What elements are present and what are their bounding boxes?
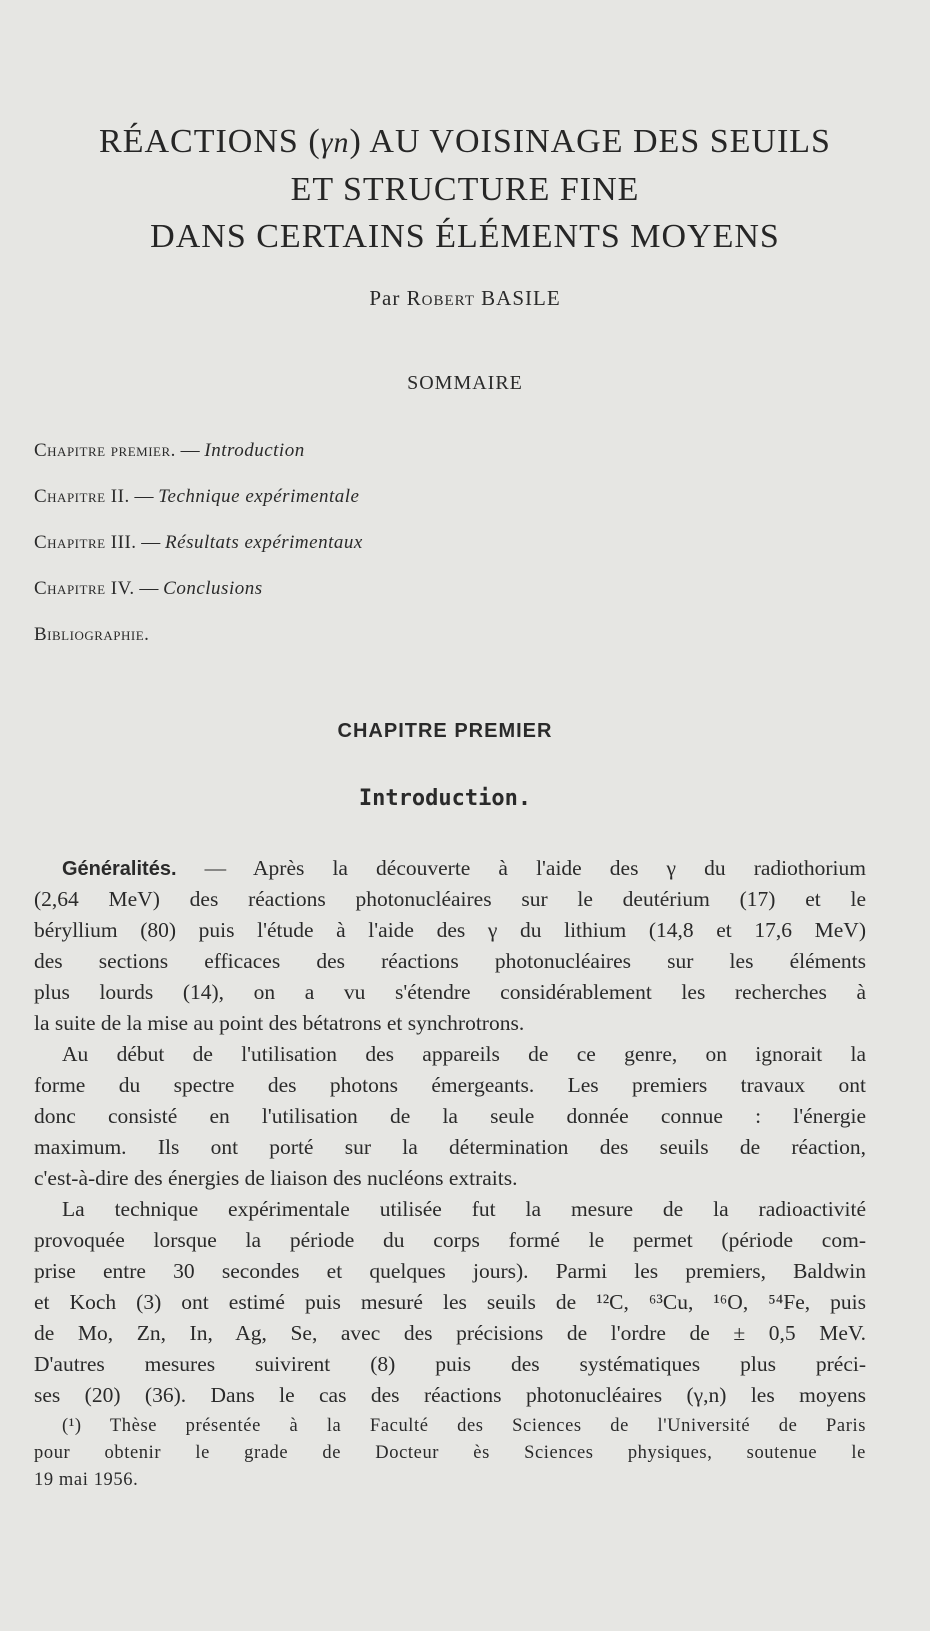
- footnote: [34, 1413, 866, 1494]
- body-line: prise entre 30 secondes et quelques jours). Parmi les premiers, Baldwin: [34, 1259, 866, 1283]
- body-line: ses (20) (36). Dans le cas des réactions photonucléaires (γ,n) les moyens: [34, 1383, 866, 1407]
- body-line: des sections efficaces des réactions photonucléaires sur les éléments: [34, 949, 866, 973]
- toc-item-chapitre-2: Chapitre II. — Technique expérimentale: [34, 486, 360, 507]
- body-line: béryllium (80) puis l'étude à l'aide des γ du lithium (14,8 et 17,6 MeV): [34, 918, 866, 942]
- body-line: plus lourds (14), on a vu s'étendre considérablement les recherches à: [34, 980, 866, 1004]
- title-line-3: DANS CERTAINS ÉLÉMENTS MOYENS: [150, 218, 780, 255]
- title-line-1: RÉACTIONS (γn) AU VOISINAGE DES SEUILS: [99, 123, 831, 160]
- toc-item-chapitre-4: Chapitre IV. — Conclusions: [34, 578, 263, 599]
- author-prefix: Par: [369, 286, 401, 310]
- body-line: forme du spectre des photons émergeants. Les premiers travaux ont: [34, 1073, 866, 1097]
- footnote-line: 19 mai 1956.: [34, 1470, 139, 1490]
- author-line: [0, 286, 930, 311]
- section-heading: Introduction.: [358, 786, 532, 811]
- body-line: maximum. Ils ont porté sur la détermination des seuils de réaction,: [34, 1135, 866, 1159]
- toc-item-chapitre-premier: Chapitre premier. — Introduction: [34, 440, 305, 461]
- body-line: Au début de l'utilisation des appareils de ce genre, on ignorait la: [62, 1042, 866, 1066]
- body-line: La technique expérimentale utilisée fut la mesure de la radioactivité: [62, 1197, 866, 1221]
- body-line: donc consisté en l'utilisation de la seule donnée connue : l'énergie: [34, 1104, 866, 1128]
- chapter-heading: CHAPITRE PREMIER: [337, 720, 553, 742]
- body-line: provoquée lorsque la période du corps formé le permet (période com-: [34, 1228, 866, 1252]
- body-line: D'autres mesures suivirent (8) puis des systématiques plus préci-: [34, 1352, 866, 1376]
- runin-heading: Généralités.: [62, 858, 177, 880]
- toc-item-bibliographie: Bibliographie.: [34, 624, 150, 645]
- paper-title: [0, 118, 930, 260]
- body-line: c'est-à-dire des énergies de liaison des nucléons extraits.: [34, 1166, 518, 1190]
- body-line: et Koch (3) ont estimé puis mesuré les seuils de ¹²C, ⁶³Cu, ¹⁶O, ⁵⁴Fe, puis: [34, 1290, 866, 1314]
- body-line: (2,64 MeV) des réactions photonucléaires sur le deutérium (17) et le: [34, 887, 866, 911]
- footnote-line: (¹) Thèse présentée à la Faculté des Sciences de l'Université de Paris: [62, 1416, 866, 1436]
- footnote-line: pour obtenir le grade de Docteur ès Sciences physiques, soutenue le: [34, 1443, 866, 1463]
- toc-item-chapitre-3: Chapitre III. — Résultats expérimentaux: [34, 532, 363, 553]
- body-line: Généralités. — Après la découverte à l'aide des γ du radiothorium: [62, 856, 866, 880]
- title-line-2: ET STRUCTURE FINE: [290, 171, 640, 208]
- body-text: [34, 853, 866, 1411]
- author-last-name: BASILE: [481, 286, 561, 310]
- body-line: de Mo, Zn, In, Ag, Se, avec des précisions de l'ordre de ± 0,5 MeV.: [34, 1321, 866, 1345]
- table-of-contents: [34, 436, 363, 666]
- body-line: la suite de la mise au point des bétatrons et synchrotrons.: [34, 1011, 525, 1035]
- title-gamma-n: γn: [320, 126, 350, 159]
- sommaire-title: SOMMAIRE: [407, 372, 523, 394]
- author-first-name: Robert: [406, 286, 475, 310]
